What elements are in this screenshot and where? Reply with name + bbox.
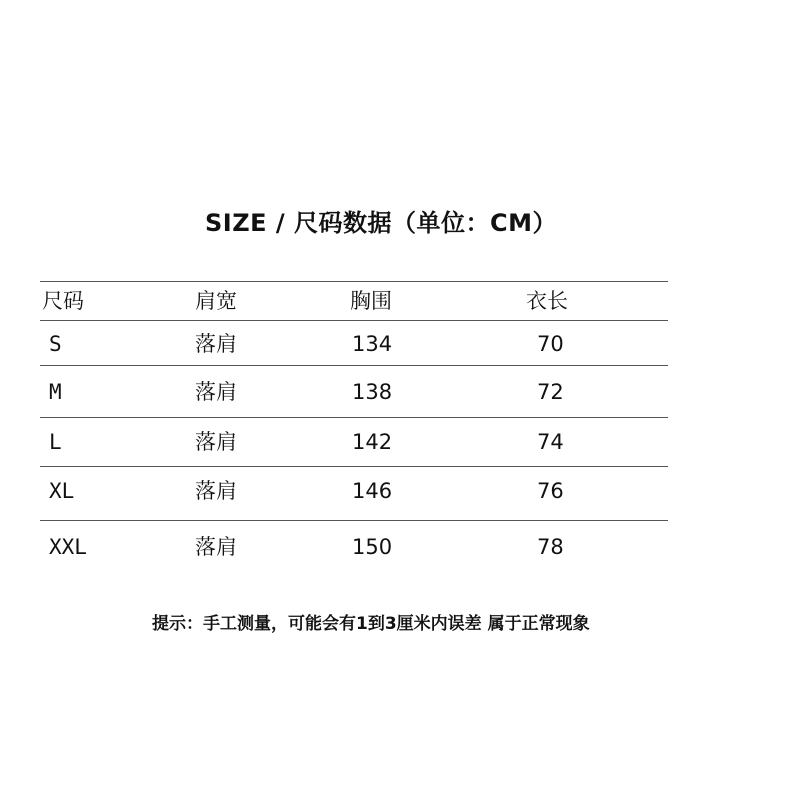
header-shoulder: 肩宽 (195, 289, 237, 313)
table-row (40, 466, 668, 520)
measurement-note: 提示：手工测量，可能会有1到3厘米内误差 属于正常现象 (152, 614, 590, 634)
length-cell: 70 (537, 332, 564, 356)
header-size: 尺码 (42, 289, 84, 313)
chest-cell: 138 (352, 380, 393, 404)
header-length: 衣长 (526, 289, 568, 313)
size-cell: S (49, 332, 62, 356)
length-cell: 72 (537, 380, 564, 404)
table-row (40, 417, 668, 466)
chest-cell: 150 (352, 535, 393, 559)
shoulder-cell: 落肩 (195, 535, 237, 559)
table-row (40, 320, 668, 365)
page-title: SIZE / 尺码数据（单位：CM） (205, 209, 557, 237)
size-cell: XXL (49, 535, 87, 559)
shoulder-cell: 落肩 (195, 380, 237, 404)
length-cell: 78 (537, 535, 564, 559)
length-cell: 74 (537, 430, 564, 454)
table-row (40, 520, 668, 575)
size-cell: M (49, 380, 62, 404)
size-table (40, 281, 668, 575)
shoulder-cell: 落肩 (195, 430, 237, 454)
chest-cell: 146 (352, 479, 393, 503)
shoulder-cell: 落肩 (195, 332, 237, 356)
chest-cell: 134 (352, 332, 393, 356)
size-cell: XL (49, 479, 75, 503)
table-row (40, 365, 668, 417)
size-cell: L (49, 430, 62, 454)
chest-cell: 142 (352, 430, 393, 454)
shoulder-cell: 落肩 (195, 479, 237, 503)
header-chest: 胸围 (350, 289, 392, 313)
table-header-row (40, 281, 668, 320)
length-cell: 76 (537, 479, 564, 503)
